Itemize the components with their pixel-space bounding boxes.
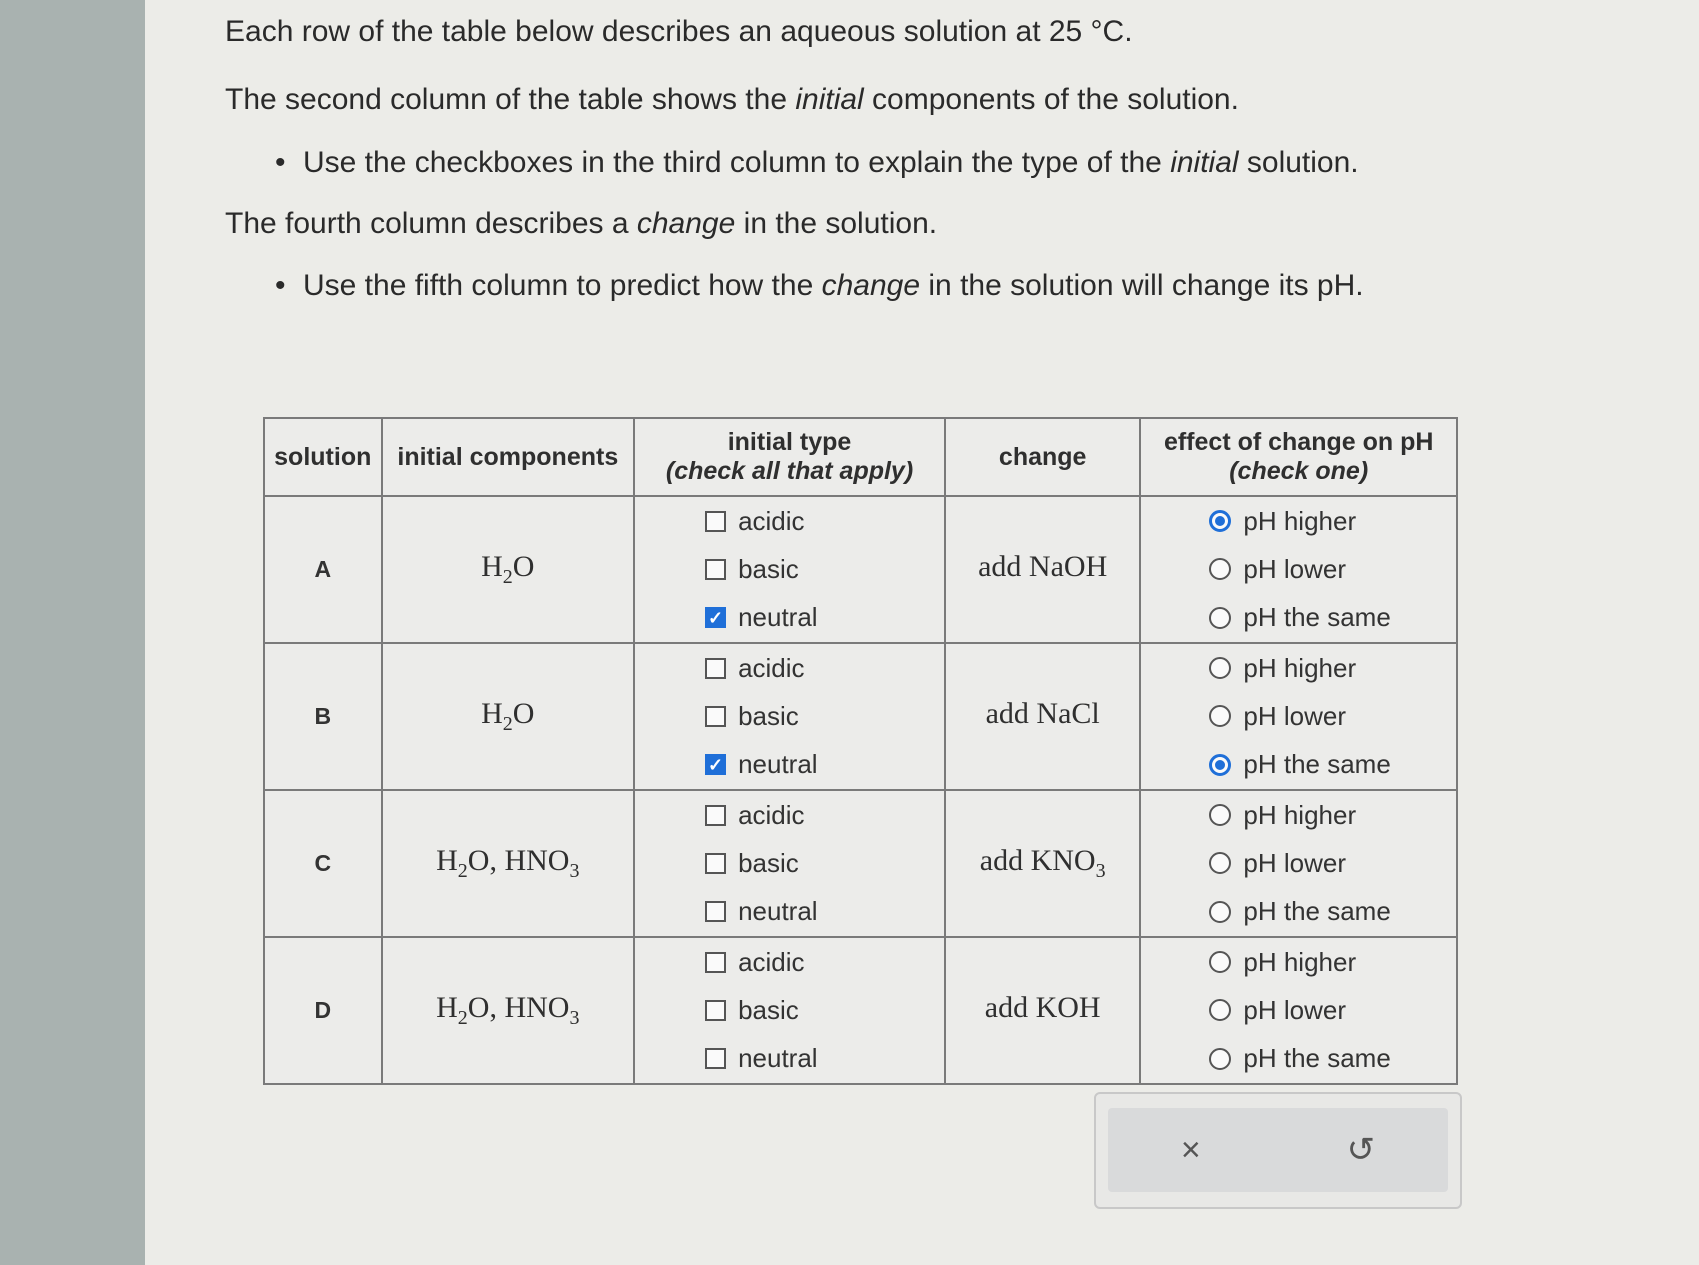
radio-button[interactable] — [1209, 999, 1231, 1021]
checkbox[interactable]: ✓ — [705, 607, 726, 628]
effect-option-ph-lower[interactable]: pH lower — [1209, 995, 1346, 1026]
checkbox[interactable] — [705, 559, 726, 580]
header-solution: solution — [264, 418, 382, 496]
type-option-acidic[interactable]: acidic — [705, 506, 804, 537]
instruction-bullet-1: • Use the checkboxes in the third column to explain the type of the initial solution. — [303, 146, 1359, 180]
effect-option-ph-same[interactable]: pH the same — [1209, 749, 1390, 780]
radio-button[interactable] — [1209, 558, 1231, 580]
type-option-neutral[interactable]: ✓ neutral — [705, 602, 818, 633]
initial-components-formula: $H_2O$ — [481, 697, 535, 735]
change-description: add $KNO_3$ — [979, 844, 1106, 882]
checkbox[interactable] — [705, 805, 726, 826]
solution-label: C — [314, 850, 332, 876]
change-description: add NaOH — [978, 550, 1108, 583]
type-option-neutral[interactable]: ✓ neutral — [705, 749, 818, 780]
radio-button[interactable] — [1209, 951, 1231, 973]
type-option-basic[interactable]: basic — [705, 701, 799, 732]
type-option-neutral[interactable]: neutral — [705, 1043, 818, 1074]
type-option-acidic[interactable]: acidic — [705, 653, 804, 684]
effect-options — [1141, 938, 1456, 1083]
solution-label: B — [314, 703, 332, 729]
header-initial-type — [634, 418, 945, 496]
effect-options — [1141, 644, 1456, 789]
radio-button[interactable] — [1209, 1048, 1231, 1070]
intro-line-1: Each row of the table below describes an aqueous solution at 25 °C. — [225, 15, 1133, 48]
radio-button[interactable] — [1209, 901, 1231, 923]
effect-option-ph-same[interactable]: pH the same — [1209, 1043, 1390, 1074]
intro-line-2: The second column of the table shows the initial components of the solution. — [225, 83, 1239, 116]
checkbox[interactable] — [705, 706, 726, 727]
solutions-table — [263, 417, 1458, 1085]
table-row — [264, 790, 1457, 937]
header-change: change — [945, 418, 1140, 496]
checkbox[interactable] — [705, 1048, 726, 1069]
checkbox[interactable] — [705, 511, 726, 532]
left-background-edge — [0, 0, 145, 1265]
effect-option-ph-higher[interactable]: pH higher — [1209, 506, 1356, 537]
change-description: add KOH — [984, 991, 1101, 1024]
effect-option-ph-same[interactable]: pH the same — [1209, 896, 1390, 927]
effect-option-ph-higher[interactable]: pH higher — [1209, 947, 1356, 978]
type-option-basic[interactable]: basic — [705, 848, 799, 879]
intro-line-3: The fourth column describes a change in the solution. — [225, 207, 938, 240]
initial-type-options — [635, 791, 944, 936]
table-row — [264, 937, 1457, 1084]
initial-type-options — [635, 497, 944, 642]
effect-options — [1141, 497, 1456, 642]
effect-option-ph-lower[interactable]: pH lower — [1209, 848, 1346, 879]
initial-components-formula: $H_2O$ — [481, 550, 535, 588]
radio-button[interactable] — [1209, 804, 1231, 826]
solution-label: D — [314, 997, 332, 1023]
radio-button[interactable] — [1209, 657, 1231, 679]
type-option-neutral[interactable]: neutral — [705, 896, 818, 927]
type-option-basic[interactable]: basic — [705, 554, 799, 585]
initial-type-options — [635, 644, 944, 789]
type-option-basic[interactable]: basic — [705, 995, 799, 1026]
undo-icon[interactable]: ↺ — [1346, 1131, 1376, 1169]
radio-button[interactable] — [1209, 754, 1231, 776]
table-row — [264, 643, 1457, 790]
header-initial-type-label: initial type — [727, 428, 852, 456]
instruction-bullet-2: • Use the fifth column to predict how the change in the solution will change its pH. — [303, 269, 1364, 303]
header-effect-sub: (check one) — [1229, 457, 1369, 485]
effect-option-ph-higher[interactable]: pH higher — [1209, 653, 1356, 684]
type-option-acidic[interactable]: acidic — [705, 947, 804, 978]
action-bar — [1094, 1092, 1462, 1209]
header-initial-components: initial components — [382, 418, 635, 496]
initial-type-options — [635, 938, 944, 1083]
change-description: add NaCl — [985, 697, 1100, 730]
effect-options — [1141, 791, 1456, 936]
type-option-acidic[interactable]: acidic — [705, 800, 804, 831]
checkbox[interactable] — [705, 853, 726, 874]
x-icon[interactable]: × — [1180, 1130, 1201, 1169]
solution-label: A — [314, 556, 332, 582]
header-effect-label: effect of change on pH — [1163, 428, 1434, 456]
checkbox[interactable] — [705, 658, 726, 679]
radio-button[interactable] — [1209, 852, 1231, 874]
effect-option-ph-lower[interactable]: pH lower — [1209, 554, 1346, 585]
checkbox[interactable] — [705, 952, 726, 973]
action-bar-inner — [1108, 1108, 1448, 1192]
effect-option-ph-higher[interactable]: pH higher — [1209, 800, 1356, 831]
checkbox[interactable]: ✓ — [705, 754, 726, 775]
effect-option-ph-lower[interactable]: pH lower — [1209, 701, 1346, 732]
header-effect — [1140, 418, 1457, 496]
radio-button[interactable] — [1209, 607, 1231, 629]
effect-option-ph-same[interactable]: pH the same — [1209, 602, 1390, 633]
initial-components-formula: $H_2O$, $HNO_3$ — [436, 991, 580, 1029]
checkbox[interactable] — [705, 901, 726, 922]
table-header-row — [264, 418, 1457, 496]
table-row — [264, 496, 1457, 643]
initial-components-formula: $H_2O$, $HNO_3$ — [436, 844, 580, 882]
checkbox[interactable] — [705, 1000, 726, 1021]
radio-button[interactable] — [1209, 705, 1231, 727]
radio-button[interactable] — [1209, 510, 1231, 532]
header-initial-type-sub: (check all that apply) — [665, 457, 914, 485]
